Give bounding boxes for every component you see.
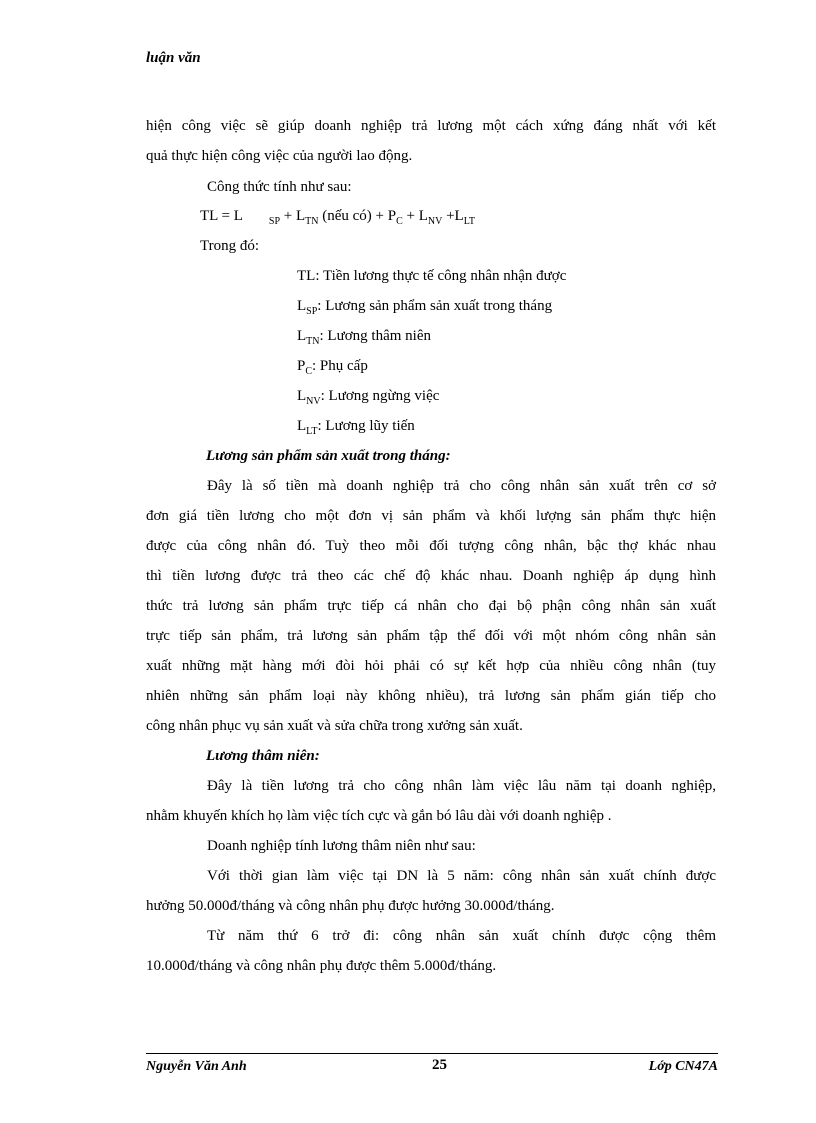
formula-where: Trong đó: [200, 238, 260, 254]
paragraph-line: hưởng 50.000đ/tháng và công nhân phụ được hưởng 30.000đ/tháng. [146, 898, 555, 914]
section-heading-seniority: Lương thâm niên: [206, 748, 320, 764]
definition-subscript: NV [306, 396, 321, 407]
formula-tn-sub: TN [305, 216, 319, 227]
definition-item [297, 327, 431, 347]
formula-plus-lnv: + L [402, 208, 428, 224]
paragraph-line: Với thời gian làm việc tại DN là 5 năm: công nhân sản xuất chính được [207, 868, 716, 884]
formula-expression [200, 207, 475, 227]
definition-subscript: LT [306, 426, 318, 437]
definition-text: : Lương ngừng việc [320, 388, 440, 404]
formula-label: Công thức tính như sau: [207, 179, 352, 195]
definition-item [297, 357, 368, 377]
paragraph-line: Đây là số tiền mà doanh nghiệp trả cho công nhân sản xuất trên cơ sở [207, 478, 716, 494]
paragraph-line: Từ năm thứ 6 trở đi: công nhân sản xuất chính được cộng thêm [207, 928, 716, 944]
definition-text: : Lương lũy tiến [317, 418, 415, 434]
section-heading-product-wage: Lương sản phẩm sản xuất trong tháng: [206, 448, 451, 464]
definition-text: : Tiền lương thực tế công nhân nhận được [315, 268, 567, 284]
paragraph-line: 10.000đ/tháng và công nhân phụ được thêm 5.000đ/tháng. [146, 958, 497, 974]
formula-c-sub: C [396, 216, 403, 227]
definition-symbol: TL [297, 268, 316, 284]
definition-symbol: L [297, 328, 307, 344]
definition-subscript: TN [306, 336, 320, 347]
intro-line-2: quả thực hiện công việc của người lao động. [146, 148, 413, 164]
header-title: luận văn [146, 50, 201, 66]
paragraph-line: nhiên những sản phẩm loại này không nhiều), trả lương sản phẩm gián tiếp cho [146, 688, 716, 704]
definition-text: : Lương thâm niên [319, 328, 431, 344]
intro-line-1: hiện công việc sẽ giúp doanh nghiệp trả lương một cách xứng đáng nhất với kết [146, 118, 716, 134]
formula-nv-sub: NV [427, 216, 443, 227]
paragraph-line: Doanh nghiệp tính lương thâm niên như sau: [207, 838, 476, 854]
footer-divider [146, 1053, 718, 1054]
definition-item [297, 417, 415, 437]
formula-lt-sub: LT [463, 216, 476, 227]
definition-symbol: L [297, 388, 307, 404]
definition-item [297, 297, 552, 317]
definition-item [297, 267, 566, 287]
definition-text: : Phụ cấp [312, 358, 368, 374]
paragraph-line: Đây là tiền lương trả cho công nhân làm việc lâu năm tại doanh nghiệp, [207, 778, 716, 794]
definition-text: : Lương sản phẩm sản xuất trong tháng [317, 298, 553, 314]
definition-item [297, 387, 439, 407]
page-number: 25 [432, 1057, 447, 1073]
formula-plus-ltn: + L [280, 208, 306, 224]
paragraph-line: nhằm khuyến khích họ làm việc tích cực và gắn bó lâu dài với doanh nghiệp . [146, 808, 612, 824]
paragraph-line: xuất những mặt hàng mới đòi hỏi phải có sự kết hợp của nhiều công nhân (tuy [146, 658, 716, 674]
paragraph-line: trực tiếp sản phẩm, trả lương sản phẩm tập thể đối với một nhóm công nhân sản [146, 628, 716, 644]
definition-subscript: SP [306, 306, 318, 317]
definition-symbol: L [297, 298, 307, 314]
paragraph-line: công nhân phục vụ sản xuất và sửa chữa trong xưởng sản xuất. [146, 718, 523, 734]
footer-class: Lớp CN47A [648, 1059, 718, 1074]
definition-symbol: P [297, 358, 306, 374]
definition-symbol: L [297, 418, 307, 434]
formula-sp-sub: SP [268, 216, 281, 227]
footer-author: Nguyễn Văn Anh [146, 1059, 247, 1074]
formula-tl: TL = L [200, 208, 243, 224]
definition-subscript: C [305, 366, 313, 377]
formula-ltn-note: (nếu có) + P [318, 208, 397, 224]
paragraph-line: đơn giá tiền lương cho một đơn vị sản phẩm và khối lượng sản phẩm thực hiện [146, 508, 716, 524]
formula-plus-llt: +L [442, 208, 464, 224]
paragraph-line: được của công nhân đó. Tuỳ theo mỗi đối tượng công nhân, bậc thợ khác nhau [146, 538, 716, 554]
paragraph-line: thì tiền lương được trả theo các chế độ khác nhau. Doanh nghiệp áp dụng hình [146, 568, 716, 584]
paragraph-line: thức trả lương sản phẩm trực tiếp cá nhân cho đại bộ phận công nhân sản xuất [146, 598, 716, 614]
